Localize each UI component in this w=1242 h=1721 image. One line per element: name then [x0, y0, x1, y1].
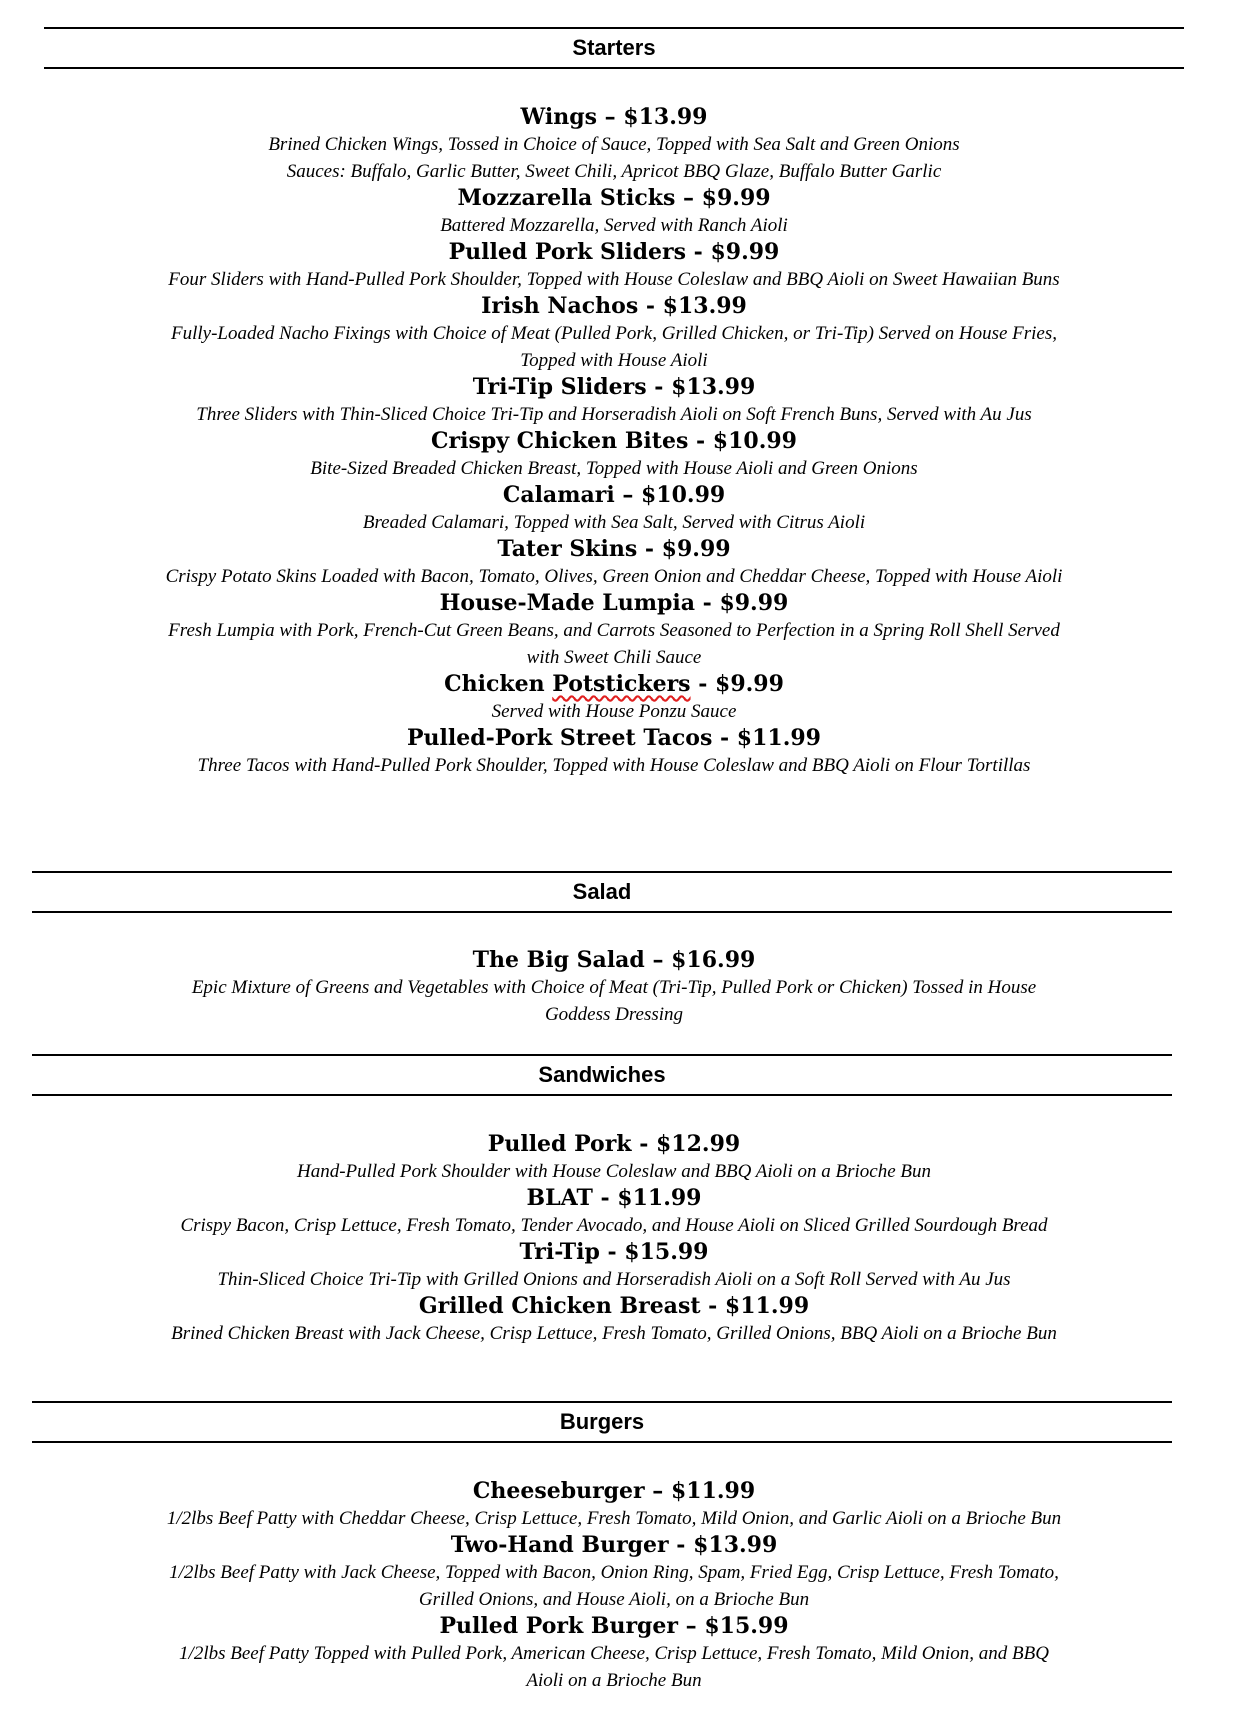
menu-item-cheeseburger: [34, 1478, 1194, 1532]
item-desc: 1/2lbs Beef Patty Topped with Pulled Pork, American Cheese, Crisp Lettuce, Fresh Tomato, Mild Onion, and BBQ: [179, 1643, 1049, 1664]
menu-item-pulled-pork-burger: [34, 1613, 1194, 1694]
section-heading: Burgers: [559, 1409, 645, 1434]
item-desc: Sauces: Buffalo, Garlic Butter, Sweet Chili, Apricot BBQ Glaze, Buffalo Butter Garlic: [286, 161, 942, 182]
item-title-part: - $9.99: [690, 671, 784, 697]
item-desc: Crispy Potato Skins Loaded with Bacon, Tomato, Olives, Green Onion and Cheddar Cheese, Topped with House Aioli: [165, 566, 1063, 587]
item-title: Irish Nachos - $13.99: [481, 293, 747, 319]
sandwiches-list: [34, 1131, 1194, 1347]
item-title: Calamari – $10.99: [502, 482, 726, 508]
item-desc: Breaded Calamari, Topped with Sea Salt, Served with Citrus Aioli: [362, 512, 866, 533]
item-desc: Grilled Onions, and House Aioli, on a Brioche Bun: [418, 1589, 810, 1610]
section-header-burgers: [32, 1401, 1172, 1443]
item-title: Wings – $13.99: [520, 104, 708, 130]
item-desc: Fresh Lumpia with Pork, French-Cut Green Beans, and Carrots Seasoned to Perfection in a Spring Roll Shell Served: [168, 620, 1060, 641]
section-header-starters: [44, 27, 1184, 69]
item-desc: 1/2lbs Beef Patty with Jack Cheese, Topped with Bacon, Onion Ring, Spam, Fried Egg, Crisp Lettuce, Fresh Tomato,: [169, 1562, 1059, 1583]
section-header-salad: [32, 871, 1172, 913]
item-desc: Crispy Bacon, Crisp Lettuce, Fresh Tomato, Tender Avocado, and House Aioli on Sliced Grilled Sourdough Bread: [180, 1215, 1048, 1236]
item-title: Crispy Chicken Bites - $10.99: [431, 428, 797, 454]
item-title: House-Made Lumpia - $9.99: [439, 590, 789, 616]
item-desc: Three Tacos with Hand-Pulled Pork Shoulder, Topped with House Coleslaw and BBQ Aioli on Flour Tortillas: [197, 755, 1031, 776]
menu-item-irish-nachos: [34, 293, 1194, 374]
menu-item-crispy-chicken-bites: [34, 428, 1194, 482]
menu-item-calamari: [34, 482, 1194, 536]
menu-item-two-hand-burger: [34, 1532, 1194, 1613]
menu-item-house-made-lumpia: [34, 590, 1194, 671]
item-title: Tri-Tip - $15.99: [519, 1239, 709, 1265]
item-desc: Battered Mozzarella, Served with Ranch Aioli: [440, 215, 788, 236]
menu-item-pulled-pork-sliders: [34, 239, 1194, 293]
item-title: Grilled Chicken Breast - $11.99: [418, 1293, 810, 1319]
menu-item-blat: [34, 1185, 1194, 1239]
section-header-sandwiches: [32, 1054, 1172, 1096]
item-desc: Three Sliders with Thin-Sliced Choice Tri-Tip and Horseradish Aioli on Soft French Buns, Served with Au Jus: [196, 404, 1032, 425]
item-title: Pulled-Pork Street Tacos - $11.99: [407, 725, 821, 751]
item-desc: Bite-Sized Breaded Chicken Breast, Topped with House Aioli and Green Onions: [310, 458, 918, 479]
menu-item-chicken-potstickers: [34, 671, 1194, 725]
item-title: [34, 671, 1194, 698]
item-title: Mozzarella Sticks – $9.99: [457, 185, 771, 211]
item-title: Tater Skins - $9.99: [497, 536, 731, 562]
item-desc: Served with House Ponzu Sauce: [491, 701, 737, 722]
item-title: Tri-Tip Sliders - $13.99: [472, 374, 756, 400]
item-desc: Thin-Sliced Choice Tri-Tip with Grilled Onions and Horseradish Aioli on a Soft Roll Served with Au Jus: [217, 1269, 1011, 1290]
menu-item-grilled-chicken-breast: [34, 1293, 1194, 1347]
item-title: Pulled Pork - $12.99: [487, 1131, 741, 1157]
item-desc: Fully-Loaded Nacho Fixings with Choice of Meat (Pulled Pork, Grilled Chicken, or Tri-Tip) Served on House Fries,: [170, 323, 1057, 344]
spellcheck-underlined-word: Potstickers: [552, 671, 691, 697]
item-desc: 1/2lbs Beef Patty with Cheddar Cheese, Crisp Lettuce, Fresh Tomato, Mild Onion, and Garlic Aioli on a Brioche Bun: [166, 1508, 1062, 1529]
item-desc: Four Sliders with Hand-Pulled Pork Shoulder, Topped with House Coleslaw and BBQ Aioli on Sweet Hawaiian Buns: [168, 269, 1060, 290]
item-title: Two-Hand Burger - $13.99: [450, 1532, 778, 1558]
item-desc: Brined Chicken Wings, Tossed in Choice of Sauce, Topped with Sea Salt and Green Onions: [268, 134, 960, 155]
item-desc: Topped with House Aioli: [520, 350, 708, 371]
item-desc: Brined Chicken Breast with Jack Cheese, Crisp Lettuce, Fresh Tomato, Grilled Onions, BBQ Aioli on a Brioche Bun: [171, 1323, 1057, 1344]
section-heading: Sandwiches: [538, 1062, 666, 1087]
menu-item-tater-skins: [34, 536, 1194, 590]
section-heading: Starters: [572, 35, 656, 60]
item-title: Pulled Pork Sliders - $9.99: [448, 239, 780, 265]
item-desc: Aioli on a Brioche Bun: [526, 1670, 702, 1691]
menu-item-street-tacos: [34, 725, 1194, 779]
item-desc: Epic Mixture of Greens and Vegetables with Choice of Meat (Tri-Tip, Pulled Pork or Chicken) Tossed in House: [191, 977, 1037, 998]
menu-item-tri-tip-sliders: [34, 374, 1194, 428]
item-title: Cheeseburger – $11.99: [472, 1478, 756, 1504]
item-title: Pulled Pork Burger – $15.99: [439, 1613, 789, 1639]
item-title: The Big Salad – $16.99: [472, 947, 756, 973]
burgers-list: [34, 1478, 1194, 1694]
item-desc: with Sweet Chili Sauce: [526, 647, 702, 668]
item-title-part: Chicken: [444, 671, 553, 697]
item-desc: Goddess Dressing: [544, 1004, 684, 1025]
section-heading: Salad: [572, 879, 632, 904]
menu-item-big-salad: [34, 947, 1194, 1028]
menu-item-wings: [34, 104, 1194, 185]
starters-list: [34, 104, 1194, 779]
item-title: BLAT - $11.99: [526, 1185, 702, 1211]
menu-item-tri-tip: [34, 1239, 1194, 1293]
item-desc: Hand-Pulled Pork Shoulder with House Coleslaw and BBQ Aioli on a Brioche Bun: [297, 1161, 931, 1182]
menu-item-pulled-pork: [34, 1131, 1194, 1185]
salad-list: [34, 947, 1194, 1028]
menu-item-mozzarella-sticks: [34, 185, 1194, 239]
